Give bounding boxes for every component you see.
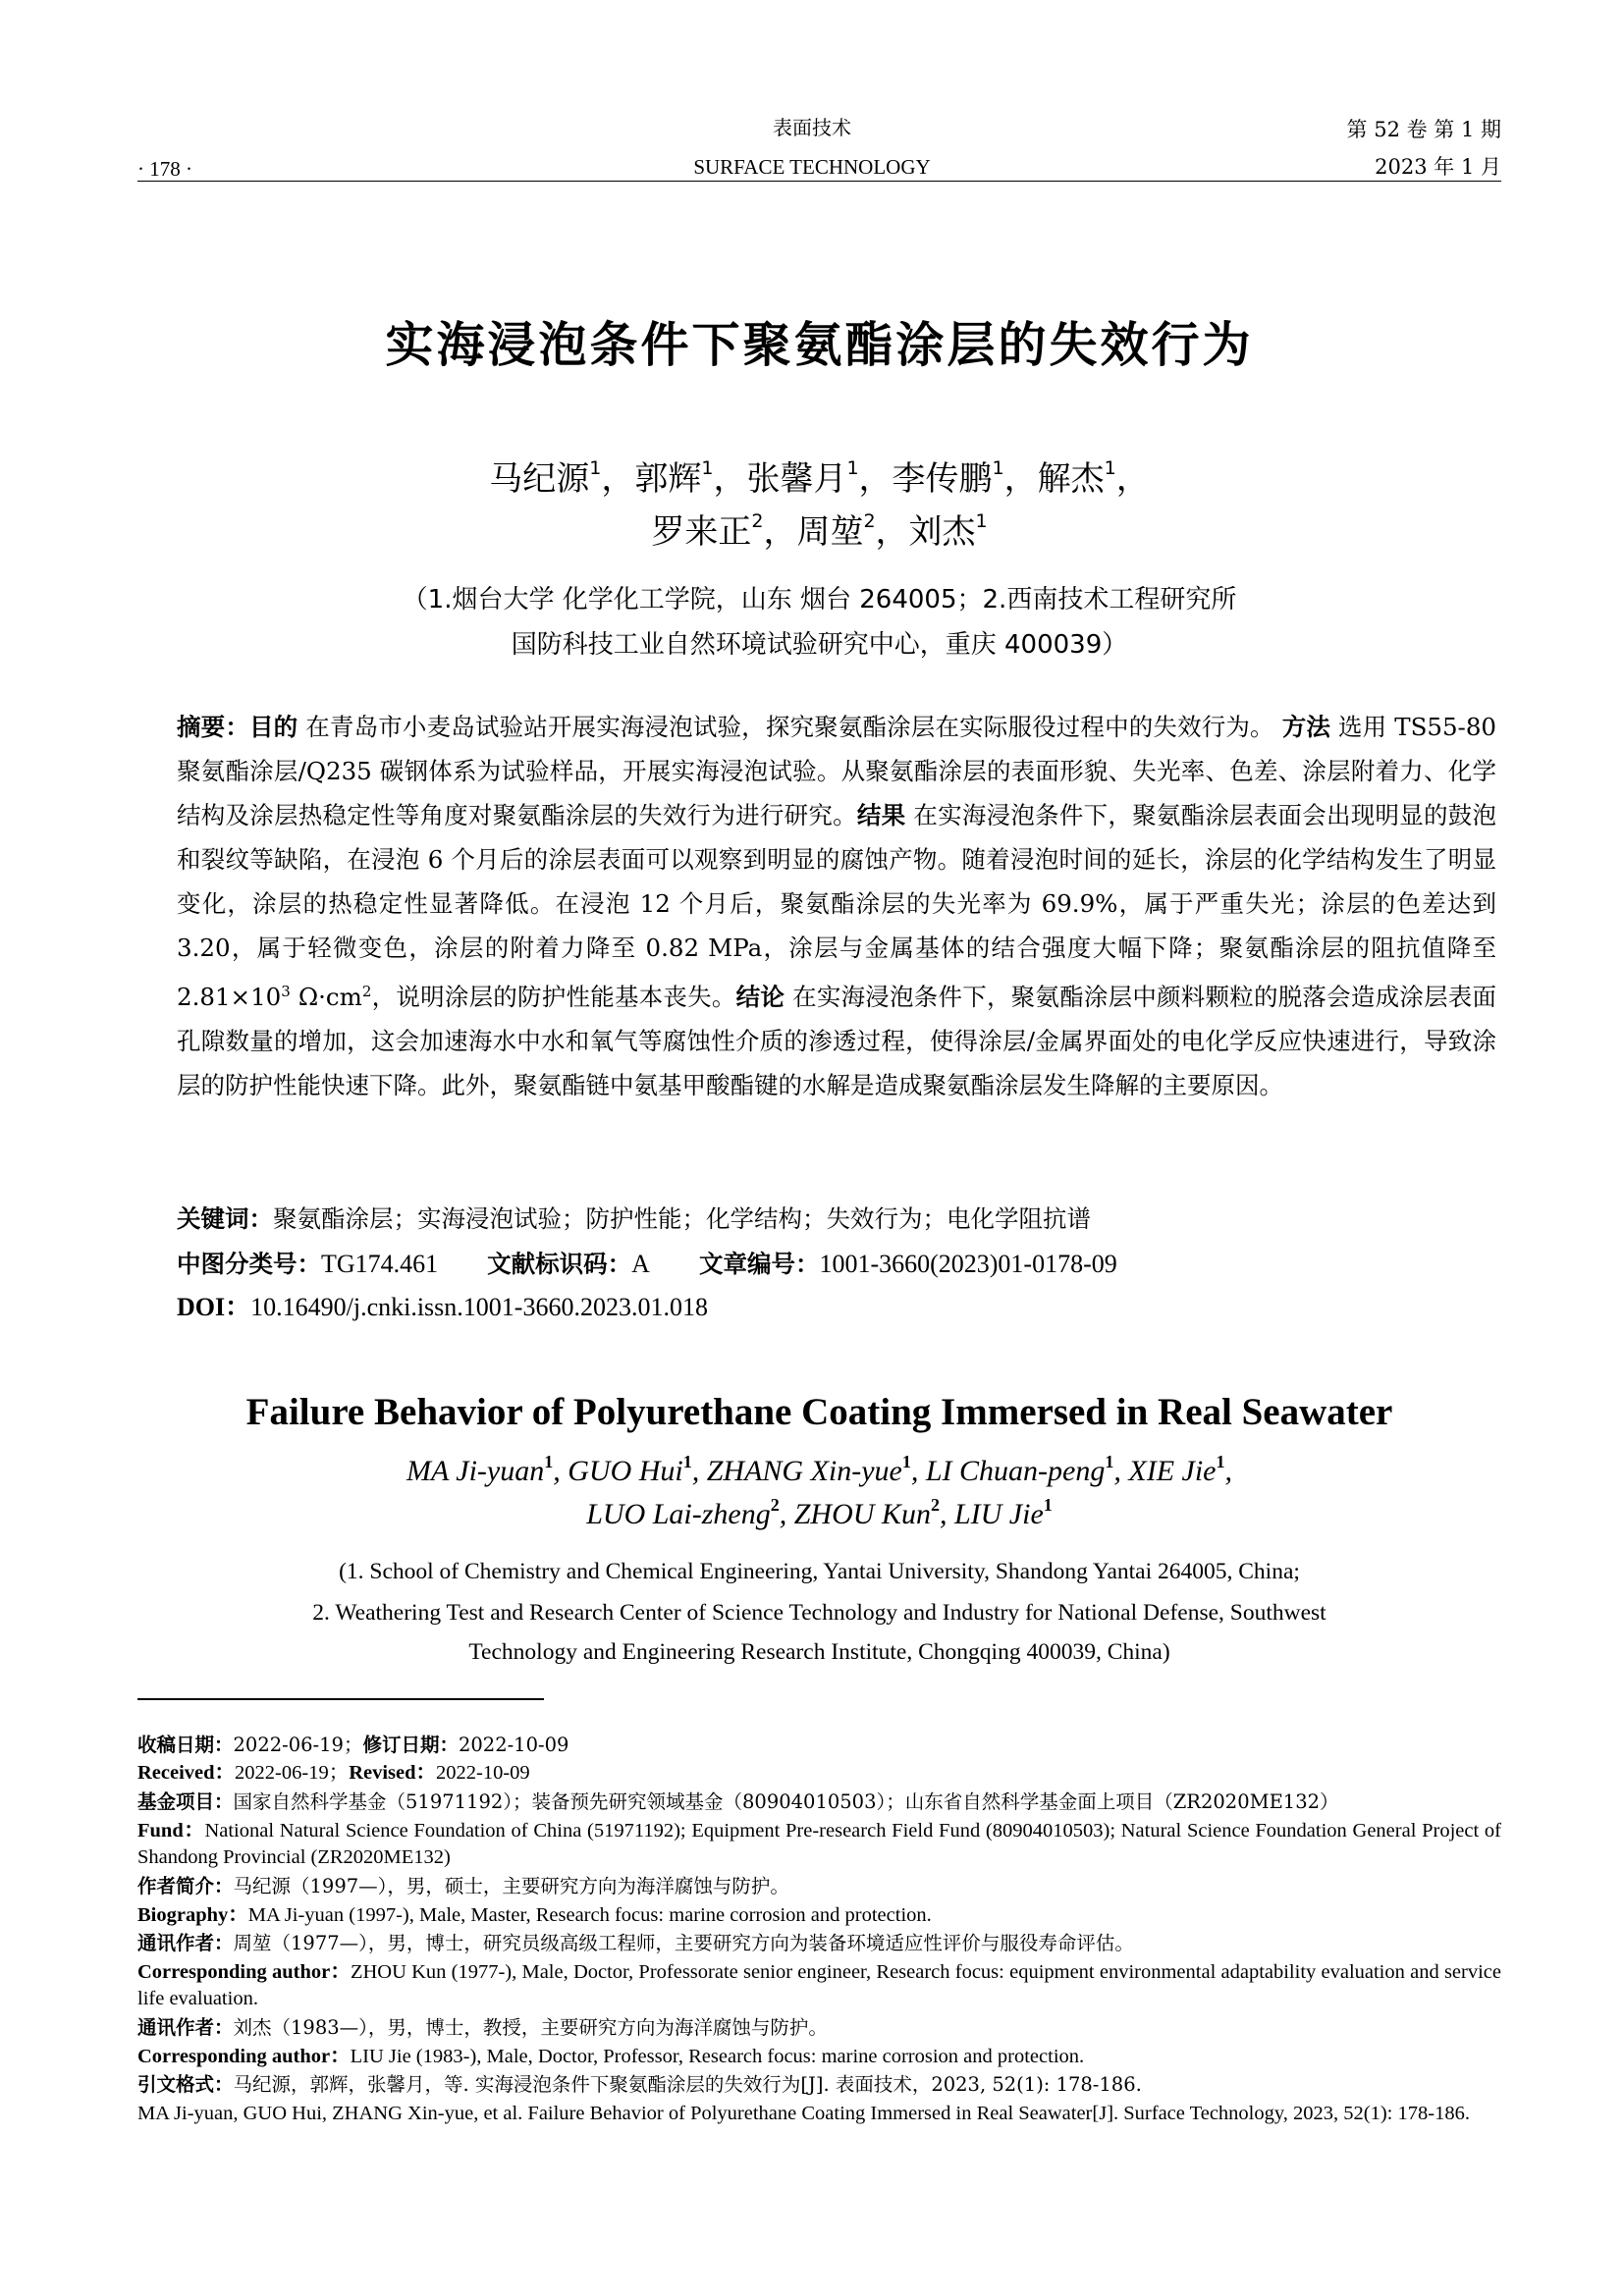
author-name-en: LI Chuan-peng <box>925 1455 1106 1487</box>
author-affiliation-mark: 1 <box>901 1452 911 1471</box>
footnote-label: Revised： <box>349 1762 437 1784</box>
author-affiliation-mark: 2 <box>770 1495 780 1515</box>
doi-link[interactable]: 10.16490/j.cnki.issn.1001-3660.2023.01.018 <box>250 1293 708 1321</box>
abstract <box>177 705 1496 1107</box>
footnote-citation-en: MA Ji-yuan, GUO Hui, ZHANG Xin-yue, et al. Failure Behavior of Polyurethane Coating Immersed in Real Seawater[J]. Surface Technology, 2023, 52(1): 178-186. <box>137 2103 1470 2124</box>
results-exponent: 3 <box>281 983 291 1000</box>
author-name: 刘杰 <box>908 512 976 552</box>
author-affiliation-mark: 1 <box>1105 1452 1114 1471</box>
author-name: 周堃 <box>796 512 864 552</box>
article-number-label: 文章编号： <box>698 1250 820 1278</box>
footnote-rule <box>137 1698 544 1700</box>
volume-issue: 第 52 卷 第 1 期 <box>1346 118 1501 141</box>
author-affiliation-mark: 1 <box>1104 457 1116 479</box>
author-affiliation-mark: 1 <box>589 457 602 479</box>
footnote-bio-en <box>137 1902 1501 1929</box>
method-text: 选用 TS55-80 聚氨酯涂层/Q235 碳钢体系为试验样品，开展实海浸泡试验。从聚氨酯涂层的表面形貌、失光率、色差、涂层附着力、化学结构及涂层热稳定性等角度对聚氨酯涂层的失效行为进行研究。 <box>177 713 1496 829</box>
journal-name-cn: 表面技术 <box>773 116 851 139</box>
results-label: 结果 <box>856 801 906 829</box>
affiliation-cn-line1: （1.烟台大学 化学化工学院，山东 烟台 264005；2.西南技术工程研究所 <box>402 585 1237 614</box>
doi-label: DOI： <box>177 1293 251 1321</box>
footnote-fund-en <box>137 1818 1501 1871</box>
method-label: 方法 <box>1281 713 1331 741</box>
results-text <box>177 801 1496 1011</box>
footnote-text: MA Ji-yuan (1997-), Male, Master, Research focus: marine corrosion and protection. <box>247 1904 932 1926</box>
footnote-citation-cn <box>137 2071 1501 2098</box>
footnote-label: 修订日期： <box>362 1734 459 1756</box>
footnote-label: Received： <box>137 1762 236 1784</box>
author-affiliation-mark: 1 <box>544 1452 554 1471</box>
footnote-corresponding1-cn <box>137 1930 1501 1956</box>
author-name: 李传鹏 <box>892 459 993 499</box>
page-title-cn: 实海浸泡条件下聚氨酯涂层的失效行为 <box>385 317 1254 373</box>
footnote-text: 2022-10-09 <box>458 1734 569 1756</box>
classification <box>177 1245 1496 1284</box>
objective-text: 在青岛市小麦岛试验站开展实海浸泡试验，探究聚氨酯涂层在实际服役过程中的失效行为。 <box>305 713 1274 741</box>
author-name: 罗来正 <box>651 512 752 552</box>
footnote-corresponding2-en <box>137 2044 1501 2070</box>
affiliation-cn-line2: 国防科技工业自然环境试验研究中心，重庆 400039） <box>511 630 1128 660</box>
objective-label: 目的 <box>248 713 298 741</box>
results-text-end: ，说明涂层的防护性能基本丧失。 <box>371 983 736 1012</box>
page-title-en: Failure Behavior of Polyurethane Coating Immersed in Real Seawater <box>245 1391 1393 1433</box>
article-number-value: 1001-3660(2023)01-0178-09 <box>819 1250 1117 1278</box>
author-name: 解杰 <box>1037 459 1105 499</box>
author-affiliation-mark: 1 <box>1043 1495 1053 1515</box>
footnote-label: Corresponding author： <box>137 2046 351 2067</box>
author-affiliation-mark: 1 <box>701 457 714 479</box>
footnote-label: Fund： <box>137 1820 205 1842</box>
author-affiliation-mark: 2 <box>930 1495 940 1515</box>
affiliation-en-line1: (1. School of Chemistry and Chemical Engineering, Yantai University, Shandong Yantai 264005, China; <box>339 1559 1300 1584</box>
author-affiliation-mark: 1 <box>682 1452 692 1471</box>
authors-en-line2: LUO Lai-zheng$^2$, ZHOU Kun$^2$, LIU Jie$^1$ <box>586 1495 1053 1530</box>
keywords <box>177 1200 1496 1239</box>
author-name-en: XIE Jie <box>1128 1455 1217 1487</box>
author-affiliation-mark: 2 <box>751 510 764 532</box>
affiliation-en-line3: Technology and Engineering Research Institute, Chongqing 400039, China) <box>468 1639 1170 1665</box>
footnote-fund-cn <box>137 1789 1501 1815</box>
footnote-label: Biography： <box>137 1904 248 1926</box>
footnote-label: 收稿日期： <box>137 1734 234 1756</box>
authors-en-line1: MA Ji-yuan$^1$, GUO Hui$^1$, ZHANG Xin-yue$^1$, LI Chuan-peng$^1$, XIE Jie$^1$, <box>406 1452 1232 1487</box>
author-affiliation-mark: 1 <box>975 510 988 532</box>
footnote-text: 2022-06-19； <box>235 1762 350 1784</box>
results-unit-exponent: 2 <box>361 983 372 1000</box>
author-name: 张馨月 <box>746 459 847 499</box>
author-name-en: GUO Hui <box>568 1455 683 1487</box>
authors-cn-line2: 罗来正$^2$，周堃$^2$，刘杰$^1$ <box>651 510 988 552</box>
author-name-en: ZHANG Xin-yue <box>706 1455 902 1487</box>
footnote-label: 基金项目： <box>137 1790 234 1813</box>
author-name-en: MA Ji-yuan <box>406 1455 545 1487</box>
authors-cn-line1: 马纪源$^1$，郭辉$^1$，张馨月$^1$，李传鹏$^1$，解杰$^1$， <box>489 457 1150 499</box>
footnote-text: 2022-06-19； <box>233 1734 363 1756</box>
header-rule <box>137 181 1501 182</box>
author-name-en: LUO Lai-zheng <box>586 1498 771 1530</box>
footnote-text: National Natural Science Foundation of China (51971192); Equipment Pre-research Field Fund (80904010503); Natural Science Foundation General Project of Shandong Provincial (ZR2020ME132) <box>137 1820 1501 1868</box>
clc-label: 中图分类号： <box>177 1250 321 1278</box>
footnote-text: 周堃（1977—），男，博士，研究员级高级工程师，主要研究方向为装备环境适应性评价与服役寿命评估。 <box>233 1932 1134 1954</box>
doc-code-label: 文献标识码： <box>487 1250 632 1278</box>
footnote-text: 国家自然科学基金（51971192）；装备预先研究领域基金（80904010503）；山东省自然科学基金面上项目（ZR2020ME132） <box>233 1790 1339 1813</box>
footnote-text: 马纪源，郭辉，张馨月，等. 实海浸泡条件下聚氨酯涂层的失效行为[J]. 表面技术，2023, 52(1): 178-186. <box>233 2073 1142 2096</box>
footnote-label: 引文格式： <box>137 2073 234 2096</box>
footnote-corresponding1-en <box>137 1959 1501 2012</box>
footnote-text: 马纪源（1997—），男，硕士，主要研究方向为海洋腐蚀与防护。 <box>233 1875 789 1897</box>
author-name-en: ZHOU Kun <box>793 1498 931 1530</box>
keywords-text: 聚氨酯涂层；实海浸泡试验；防护性能；化学结构；失效行为；电化学阻抗谱 <box>273 1204 1091 1233</box>
footnote-label: Corresponding author： <box>137 1961 351 1983</box>
abstract-label: 摘要： <box>177 713 249 741</box>
keywords-label: 关键词： <box>177 1204 273 1233</box>
doi <box>177 1288 1496 1327</box>
footnote-received-en <box>137 1760 1501 1787</box>
affiliation-en-line2: 2. Weathering Test and Research Center of Science Technology and Industry for National Defense, Southwest <box>312 1600 1326 1626</box>
author-affiliation-mark: 1 <box>846 457 859 479</box>
footnote-text: 2022-10-09 <box>436 1762 530 1784</box>
author-name-en: LIU Jie <box>953 1498 1044 1530</box>
page-number: · 178 · <box>137 157 192 181</box>
journal-name-en: SURFACE TECHNOLOGY <box>693 155 931 179</box>
author-affiliation-mark: 1 <box>992 457 1004 479</box>
results-text-part: 在实海浸泡条件下，聚氨酯涂层表面会出现明显的鼓泡和裂纹等缺陷，在浸泡 6 个月后的涂层表面可以观察到明显的腐蚀产物。随着浸泡时间的延长，涂层的化学结构发生了明显变化，涂层的热稳定性显著降低。在浸泡 12 个月后，聚氨酯涂层的失光率为 69.9%，属于严重失光；涂层的色差达到 3.20，属于轻微变色，涂层的附着力降至 0.82 MPa，涂层与金属基体的结合强度大幅下降；聚氨酯涂层的阻抗值降至 2.81×10 <box>177 801 1497 1012</box>
footnote-text: LIU Jie (1983-), Male, Doctor, Professor, Research focus: marine corrosion and protection. <box>350 2046 1085 2067</box>
results-unit: Ω·cm <box>290 983 362 1012</box>
footnote-label: 通讯作者： <box>137 1932 234 1954</box>
footnote-text: ZHOU Kun (1977-), Male, Doctor, Professorate senior engineer, Research focus: equipment environmental adaptability evaluation and service life evaluation. <box>137 1961 1501 2009</box>
author-affiliation-mark: 2 <box>863 510 876 532</box>
author-name: 郭辉 <box>634 459 702 499</box>
doc-code-value: A <box>631 1250 650 1278</box>
issue-date: 2023 年 1 月 <box>1375 155 1501 179</box>
author-name: 马纪源 <box>489 459 590 499</box>
footnote-text: 刘杰（1983—），男，博士，教授，主要研究方向为海洋腐蚀与防护。 <box>233 2016 828 2039</box>
conclusion-label: 结论 <box>735 983 785 1012</box>
footnote-label: 作者简介： <box>137 1875 234 1897</box>
footnote-received-cn <box>137 1732 1501 1758</box>
conclusion-text: 在实海浸泡条件下，聚氨酯涂层中颜料颗粒的脱落会造成涂层表面孔隙数量的增加，这会加速海水中水和氧气等腐蚀性介质的渗透过程，使得涂层/金属界面处的电化学反应快速进行，导致涂层的防护性能快速下降。此外，聚氨酯链中氨基甲酸酯键的水解是造成聚氨酯涂层发生降解的主要原因。 <box>177 983 1497 1100</box>
clc-value: TG174.461 <box>321 1250 439 1278</box>
footnote-label: 通讯作者： <box>137 2016 234 2039</box>
footnote-bio-cn <box>137 1873 1501 1899</box>
author-affiliation-mark: 1 <box>1216 1452 1225 1471</box>
footnote-corresponding2-cn <box>137 2014 1501 2041</box>
